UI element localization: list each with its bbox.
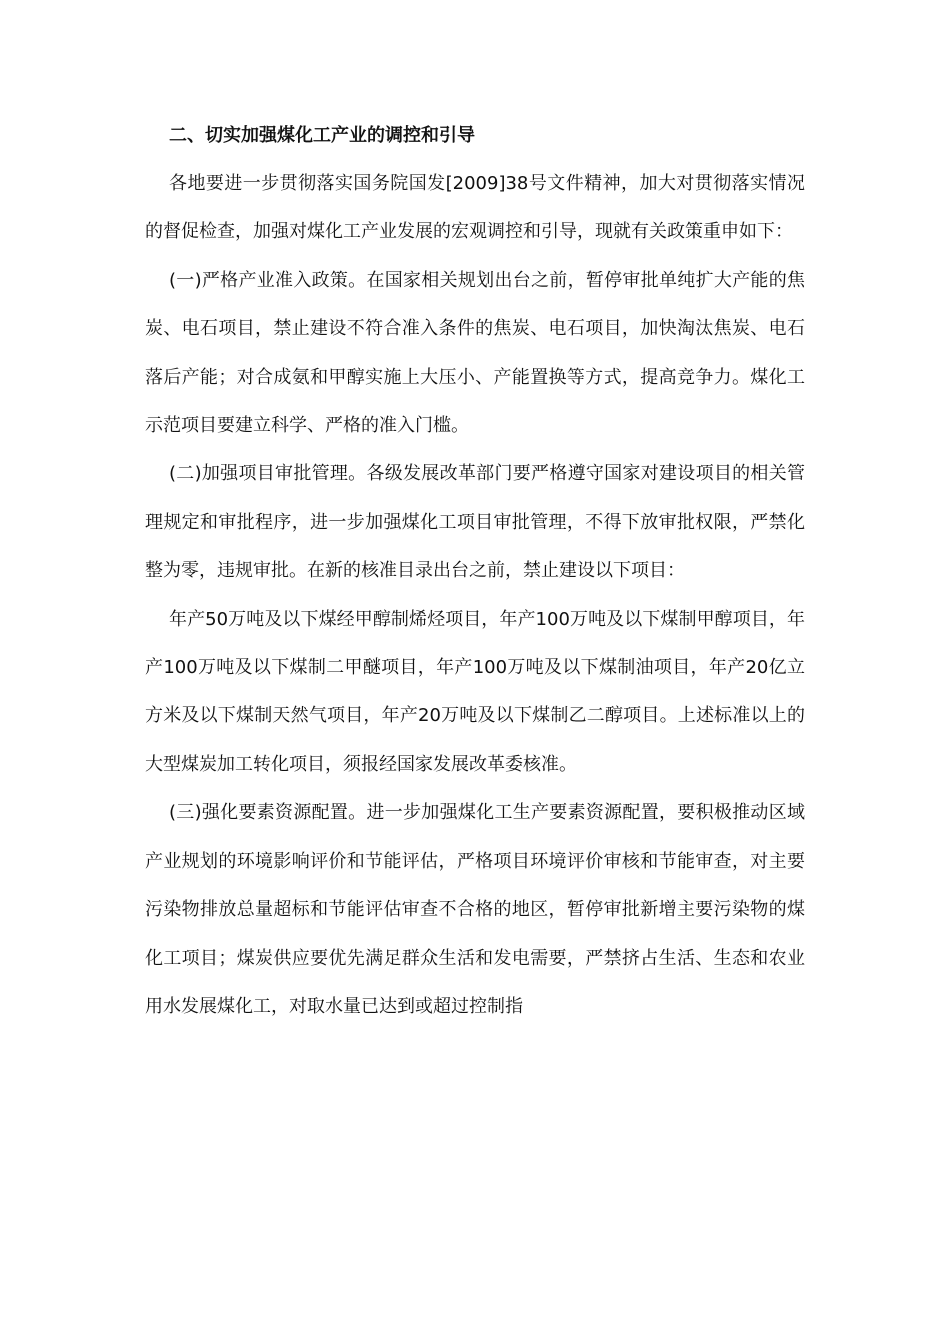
document-page [145,112,805,1031]
paragraph-item-3: (三)强化要素资源配置。进一步加强煤化工生产要素资源配置，要积极推动区域产业规划的环境影响评价和节能评估，严格项目环境评价审核和节能审查，对主要污染物排放总量超标和节能评估审查不合格的地区，暂停审批新增主要污染物的煤化工项目；煤炭供应要优先满足群众生活和发电需要，严禁挤占生活、生态和农业用水发展煤化工，对取水量已达到或超过控制指 [145,802,805,1017]
paragraph-project-list: 年产50万吨及以下煤经甲醇制烯烃项目，年产100万吨及以下煤制甲醇项目，年产100万吨及以下煤制二甲醚项目，年产100万吨及以下煤制油项目，年产20亿立方米及以下煤制天然气项目，年产20万吨及以下煤制乙二醇项目。上述标准以上的大型煤炭加工转化项目，须报经国家发展改革委核准。 [145,608,805,775]
paragraph-intro: 各地要进一步贯彻落实国务院国发[2009]38号文件精神，加大对贯彻落实情况的督促检查，加强对煤化工产业发展的宏观调控和引导，现就有关政策重申如下： [145,173,805,243]
paragraph-item-2: (二)加强项目审批管理。各级发展改革部门要严格遵守国家对建设项目的相关管理规定和审批程序，进一步加强煤化工项目审批管理，不得下放审批权限，严禁化整为零，违规审批。在新的核准目录出台之前，禁止建设以下项目： [145,463,805,582]
paragraph-item-1: (一)严格产业准入政策。在国家相关规划出台之前，暂停审批单纯扩大产能的焦炭、电石项目，禁止建设不符合准入条件的焦炭、电石项目，加快淘汰焦炭、电石落后产能；对合成氨和甲醇实施上大压小、产能置换等方式，提高竞争力。煤化工示范项目要建立科学、严格的准入门槛。 [145,269,805,437]
section-heading: 二、切实加强煤化工产业的调控和引导 [169,125,475,146]
